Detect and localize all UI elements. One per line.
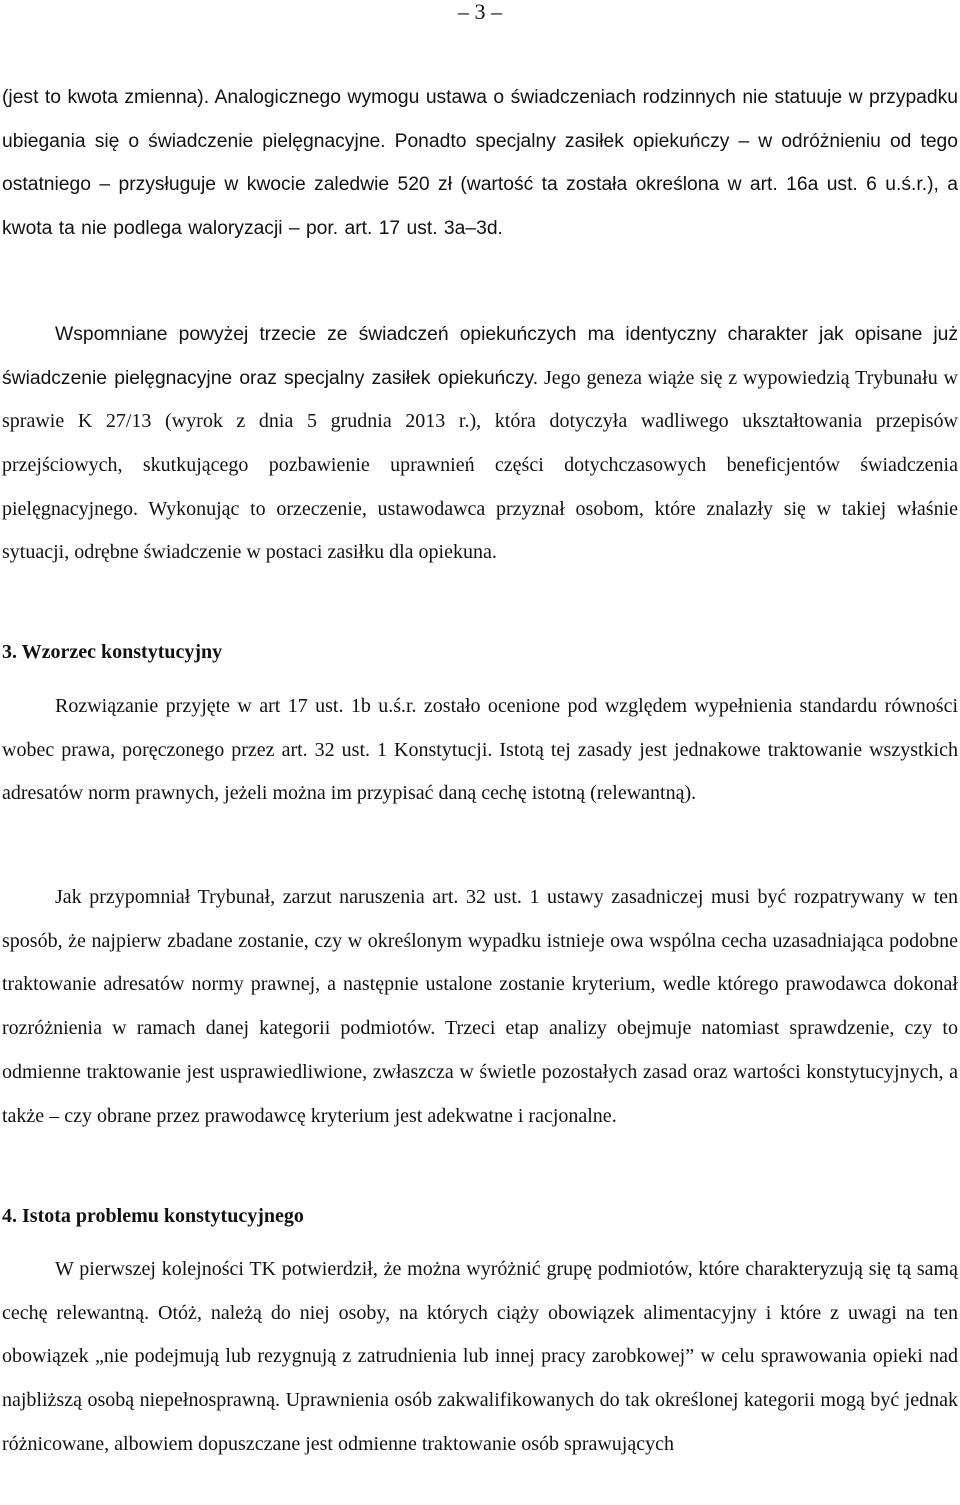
- paragraph-text-serif: Jego geneza wiąże się z wypowiedzią Trybunału w sprawie K 27/13 (wyrok z dnia 5 grudnia 2013 r.), która dotyczyła wadliwego ukształtowania przepisów przejściowych, skutkującego pozbawienie uprawnień części dotychczasowych beneficjentów świadczenia pielęgnacyjnego. Wykonując to orzeczenie, ustawodawca przyznał osobom, które znalazły się w takiej właśnie sytuacji, odrębne świadczenie w postaci zasiłku dla opiekuna.: [2, 366, 959, 564]
- paragraph-text: W pierwszej kolejności TK potwierdził, że można wyróżnić grupę podmiotów, które charakteryzują się tą samą cechę relewantną. Otóż, należą do niej osoby, na których ciąży obowiązek alimentacyjny i które z uwagi na ten obowiązek „nie podejmują lub rezygnują z zatrudnienia lub innej pracy zarobkowej” w celu sprawowania opieki nad najbliższą osobą niepełnosprawną. Uprawnienia osób zakwalifikowanych do tak określonej kategorii mogą być jednak różnicowane, albowiem dopuszczane jest odmienne traktowanie osób sprawujących: [2, 1258, 958, 1455]
- paragraph-tribunal-reminder: [2, 876, 958, 1138]
- section-heading-3: 3. Wzorzec konstytucyjny: [2, 641, 223, 663]
- paragraph-continuation: [2, 76, 958, 250]
- paragraph-third-benefit: [2, 313, 958, 575]
- section-heading-4: 4. Istota problemu konstytucyjnego: [2, 1205, 304, 1227]
- paragraph-text: Jak przypomniał Trybunał, zarzut naruszenia art. 32 ust. 1 ustawy zasadniczej musi być rozpatrywany w ten sposób, że najpierw zbadane zostanie, czy w określonym wypadku istnieje owa wspólna cecha uzasadniająca podobne traktowanie adresatów normy prawnej, a następnie ustalone zostanie kryterium, wedle którego prawodawca dokonał rozróżnienia w ramach danej kategorii podmiotów. Trzeci etap analizy obejmuje natomiast sprawdzenie, czy to odmienne traktowanie jest usprawiedliwione, zwłaszcza w świetle pozostałych zasad oraz wartości konstytucyjnych, a także – czy obrane przez prawodawcę kryterium jest adekwatne i racjonalne.: [2, 886, 958, 1127]
- page-number: – 3 –: [458, 0, 502, 24]
- paragraph-problem-essence: [2, 1248, 958, 1467]
- paragraph-constitutional-standard: [2, 685, 958, 816]
- paragraph-text-sans: Wspomniane powyżej trzecie ze świadczeń opiekuńczych ma identyczny charakter jak opisane już świadczenie pielęgnacyjne oraz specjalny zasiłek opiekuńczy.: [2, 324, 958, 389]
- paragraph-text: Rozwiązanie przyjęte w art 17 ust. 1b u.ś.r. zostało ocenione pod względem wypełnienia standardu równości wobec prawa, poręczonego przez art. 32 ust. 1 Konstytucji. Istotą tej zasady jest jednakowe traktowanie wszystkich adresatów norm prawnych, jeżeli można im przypisać daną cechę istotną (relewantną).: [2, 695, 958, 805]
- paragraph-text: (jest to kwota zmienna). Analogicznego wymogu ustawa o świadczeniach rodzinnych nie statuuje w przypadku ubiegania się o świadczenie pielęgnacyjne. Ponadto specjalny zasiłek opiekuńczy – w odróżnieniu od tego ostatniego – przysługuje w kwocie zaledwie 520 zł (wartość ta została określona w art. 16a ust. 6 u.ś.r.), a kwota ta nie podlega waloryzacji – por. art. 17 ust. 3a–3d.: [2, 87, 958, 239]
